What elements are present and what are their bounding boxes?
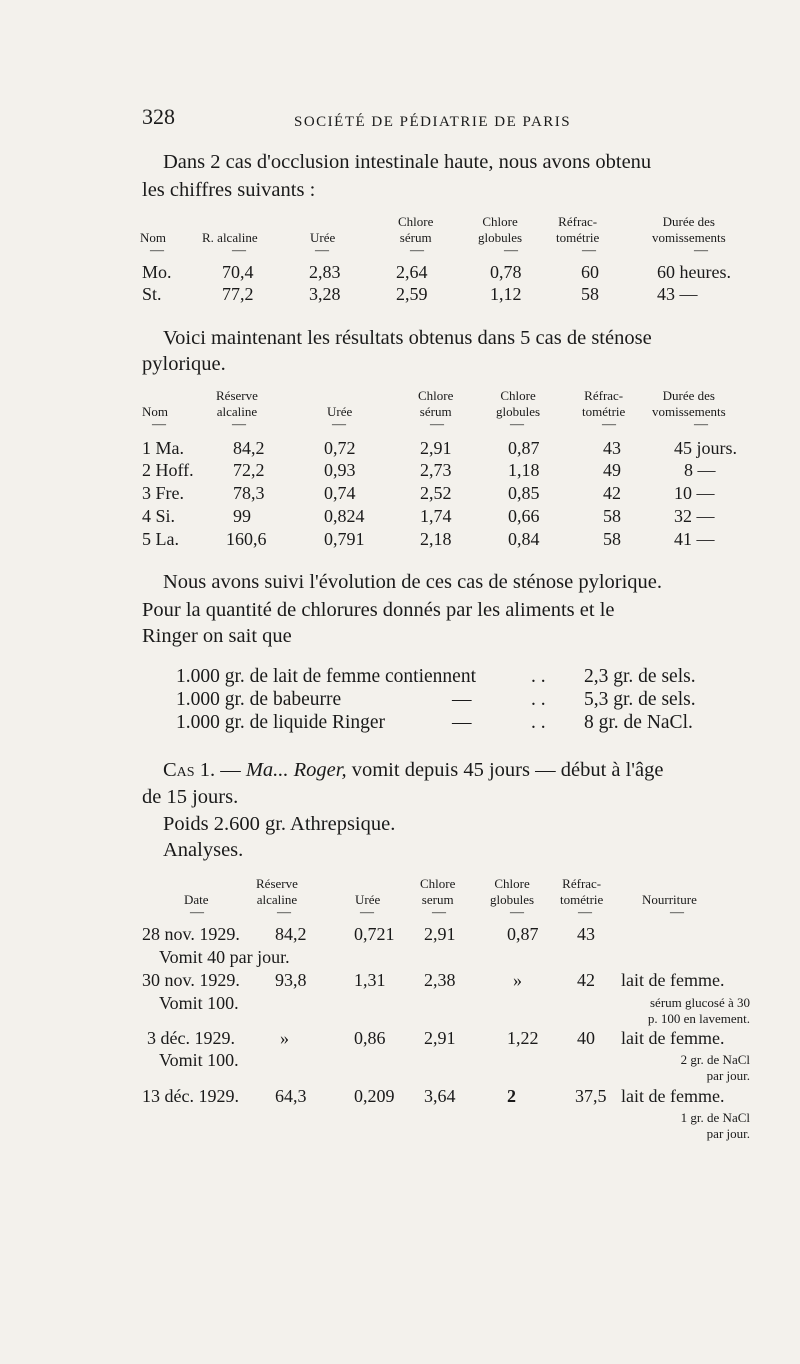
case-line-3: Poids 2.600 gr. Athrepsique. [163, 813, 396, 835]
header-rule: — [510, 417, 524, 432]
header-rule: — [670, 905, 684, 920]
case-heading [163, 756, 663, 785]
case-label: Cas 1. [163, 759, 216, 781]
col-header-duree-vomissements: Durée des vomissements [652, 214, 726, 245]
header-rule: — [582, 243, 596, 258]
header-rule: — [277, 905, 291, 920]
col-header-chlore-serum: Chlore sérum [398, 214, 434, 245]
case-line-2: de 15 jours. [142, 786, 239, 808]
header-rule: — [410, 243, 424, 258]
header-rule: — [430, 417, 444, 432]
header-rule: — [190, 905, 204, 920]
para3-line-2: Pour la quantité de chlorures donnés par les aliments et le [142, 599, 615, 621]
case-line-4: Analyses. [163, 839, 244, 861]
header-rule: — [315, 243, 329, 258]
col-header-chlore-serum: Chlore sérum [418, 388, 454, 419]
header-rule: — [694, 243, 708, 258]
case-patient-name: Ma... Roger, [245, 759, 347, 781]
header-rule: — [510, 905, 524, 920]
header-rule: — [602, 417, 616, 432]
col-header-chlore-serum: Chlore serum [420, 876, 456, 907]
intro2-line-1: Voici maintenant les résultats obtenus dans 5 cas de sténose [163, 327, 652, 349]
case-dash: — [535, 759, 556, 781]
intro2-line-2: pylorique. [142, 353, 226, 375]
header-rule: — [150, 243, 164, 258]
header-rule: — [152, 417, 166, 432]
header-rule: — [360, 905, 374, 920]
col-header-date: Date [184, 892, 209, 907]
col-header-chlore-globules: Chlore globules [496, 388, 541, 419]
para3-line-1: Nous avons suivi l'évolution de ces cas de sténose pylorique. [163, 571, 663, 593]
col-header-nom: Nom [142, 404, 168, 419]
col-header-uree: Urée [327, 404, 353, 419]
header-rule: — [504, 243, 518, 258]
col-header-refractometrie: Réfrac- tométrie [560, 876, 604, 907]
col-header-ralcaline: R. alcaline [202, 230, 258, 245]
case-text: vomit depuis 45 jours [351, 759, 530, 781]
para3-line-3: Ringer on sait que [142, 625, 292, 647]
header-rule: — [694, 417, 708, 432]
col-header-nom: Nom [140, 230, 166, 245]
running-title: SOCIÉTÉ DE PÉDIATRIE DE PARIS [294, 114, 572, 130]
header-rule: — [232, 243, 246, 258]
case-text: début à l'âge [560, 759, 664, 781]
col-header-chlore-globules: Chlore globules [490, 876, 535, 907]
header-rule: — [578, 905, 592, 920]
col-header-nourriture: Nourriture [642, 892, 697, 907]
col-header-refractometrie: Réfrac- tométrie [556, 214, 600, 245]
col-header-reserve-alcaline: Réserve alcaline [256, 876, 298, 907]
intro-line-2: les chiffres suivants : [142, 179, 316, 201]
col-header-uree: Urée [355, 892, 381, 907]
page-number: 328 [142, 104, 175, 129]
header-rule: — [432, 905, 446, 920]
col-header-chlore-globules: Chlore globules [478, 214, 523, 245]
header-rule: — [232, 417, 246, 432]
col-header-reserve-alcaline: Réserve alcaline [216, 388, 258, 419]
case-dash: — [220, 759, 241, 781]
intro-line-1: Dans 2 cas d'occlusion intestinale haute, nous avons obtenu [163, 151, 652, 173]
col-header-refractometrie: Réfrac- tométrie [582, 388, 626, 419]
col-header-duree-vomissements: Durée des vomissements [652, 388, 726, 419]
header-rule: — [332, 417, 346, 432]
col-header-uree: Urée [310, 230, 336, 245]
